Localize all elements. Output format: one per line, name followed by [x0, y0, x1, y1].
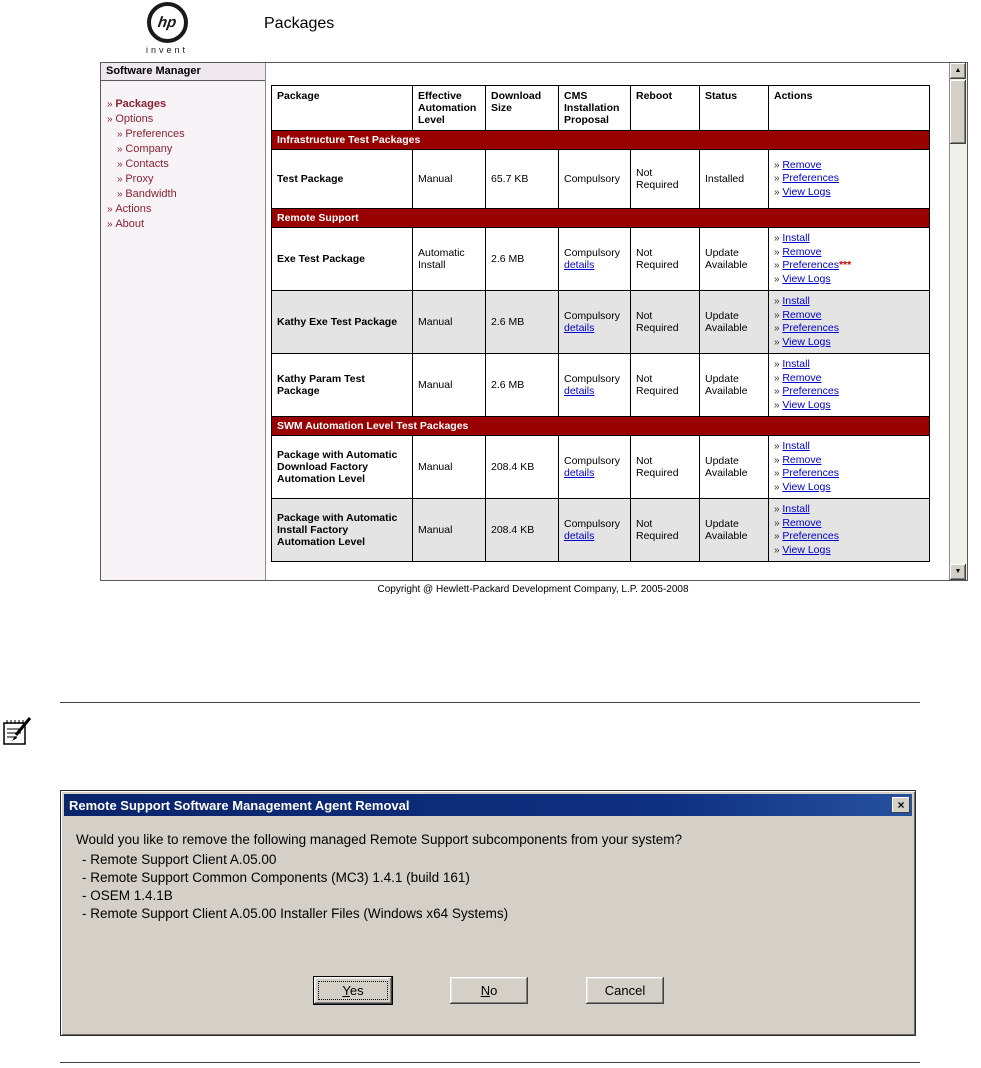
removal-dialog: [60, 790, 916, 1036]
download-size-cell: 65.7 KB: [486, 150, 559, 209]
action-item: [774, 530, 924, 544]
reboot-cell: Not Required: [631, 436, 700, 499]
sidebar-item-options: [107, 112, 265, 127]
note-icon: [2, 716, 34, 755]
component-list-item: - Remote Support Client A.05.00 Installer Files (Windows x64 Systems): [82, 906, 509, 921]
package-row-kathy-param-test-package: [272, 354, 930, 417]
column-header-cms-installation-proposal: CMS Installation Proposal: [559, 86, 631, 131]
cms-proposal-cell: [559, 150, 631, 209]
package-name-cell: Kathy Param Test Package: [272, 354, 413, 417]
download-size-cell: 208.4 KB: [486, 436, 559, 499]
proposal-text: Compulsory: [564, 173, 621, 185]
divider-top: [60, 702, 920, 703]
sidebar-link-proxy[interactable]: Proxy: [125, 173, 154, 185]
action-item: [774, 440, 924, 454]
action-arrow-icon: »: [774, 441, 783, 452]
sidebar-link-contacts[interactable]: Contacts: [125, 158, 169, 170]
section-header-row: [272, 131, 930, 150]
action-arrow-icon: »: [774, 359, 783, 370]
action-arrow-icon: »: [774, 372, 783, 384]
action-item: [774, 399, 924, 413]
action-arrow-icon: »: [774, 517, 783, 529]
action-view-logs-link[interactable]: View Logs: [782, 335, 831, 348]
action-preferences-link[interactable]: Preferences: [782, 467, 839, 479]
nav-arrow-icon: »: [117, 189, 126, 200]
action-item: [774, 481, 924, 495]
action-remove-link[interactable]: Remove: [782, 516, 822, 529]
action-preferences-link[interactable]: Preferences: [782, 530, 839, 542]
action-item: [774, 467, 924, 481]
proposal-text: Compulsory: [564, 518, 621, 530]
section-header-row: [272, 417, 930, 436]
no-button[interactable]: No: [450, 977, 528, 1004]
dialog-message: Would you like to remove the following managed Remote Support subcomponents from your system?: [76, 832, 683, 847]
package-name-cell: Exe Test Package: [272, 228, 413, 291]
proposal-text: Compulsory: [564, 373, 621, 385]
action-preferences-link[interactable]: Preferences: [782, 172, 839, 185]
sidebar-link-bandwidth[interactable]: Bandwidth: [125, 188, 177, 200]
action-item: [774, 385, 924, 399]
column-header-reboot: Reboot: [631, 86, 700, 131]
page-title: Packages: [264, 15, 335, 32]
cancel-button[interactable]: Cancel: [586, 977, 664, 1004]
column-header-package: Package: [272, 86, 413, 131]
action-item: [774, 517, 924, 531]
details-link[interactable]: details: [564, 385, 595, 397]
hp-logo: [138, 2, 196, 55]
automation-level-cell: Manual: [413, 291, 486, 354]
component-list-item: - OSEM 1.4.1B: [82, 888, 173, 903]
action-preferences-link[interactable]: Preferences: [782, 259, 839, 271]
nav-arrow-icon: »: [117, 159, 126, 170]
cms-proposal-cell: [559, 499, 631, 562]
download-size-cell: 2.6 MB: [486, 354, 559, 417]
action-item: [774, 309, 924, 323]
automation-level-cell: Manual: [413, 436, 486, 499]
sidebar-link-about[interactable]: About: [115, 218, 145, 230]
nav-arrow-icon: »: [107, 204, 116, 215]
action-arrow-icon: »: [774, 504, 783, 515]
nav-arrow-icon: »: [107, 99, 116, 110]
status-cell: Update Available: [700, 291, 769, 354]
action-remove-link[interactable]: Remove: [782, 308, 822, 321]
automation-level-cell: Manual: [413, 354, 486, 417]
action-item: [774, 336, 924, 350]
reboot-cell: Not Required: [631, 228, 700, 291]
action-arrow-icon: »: [774, 531, 783, 542]
action-install-link[interactable]: Install: [782, 503, 810, 515]
action-item: [774, 358, 924, 372]
close-icon[interactable]: ×: [892, 797, 910, 813]
scrollbar[interactable]: [949, 63, 967, 580]
package-name-cell: Package with Automatic Download Factory Automation Level: [272, 436, 413, 499]
action-item: [774, 273, 924, 287]
component-list-item: - Remote Support Common Components (MC3) 1.4.1 (build 161): [82, 870, 470, 885]
status-cell: Update Available: [700, 499, 769, 562]
component-list-item: - Remote Support Client A.05.00: [82, 852, 277, 867]
sidebar-link-packages[interactable]: Packages: [115, 98, 167, 110]
action-install-link[interactable]: Install: [782, 440, 810, 452]
nav-arrow-icon: »: [117, 129, 126, 140]
action-arrow-icon: »: [774, 246, 783, 258]
package-name-cell: Test Package: [272, 150, 413, 209]
dialog-titlebar[interactable]: [64, 794, 912, 816]
sidebar-item-actions: [107, 202, 265, 217]
sidebar-nav: [101, 81, 265, 232]
sidebar: [101, 63, 266, 580]
hp-logo-circle: [147, 2, 188, 43]
action-item: [774, 295, 924, 309]
nav-arrow-icon: »: [117, 174, 126, 185]
action-arrow-icon: »: [774, 544, 783, 556]
action-item: [774, 454, 924, 468]
proposal-text: Compulsory: [564, 310, 621, 322]
action-arrow-icon: »: [774, 481, 783, 493]
section-header-row: [272, 209, 930, 228]
section-title: Infrastructure Test Packages: [272, 131, 930, 150]
action-install-link[interactable]: Install: [782, 358, 810, 370]
table-header-row: [272, 86, 930, 131]
action-item: [774, 246, 924, 260]
action-preferences-link[interactable]: Preferences: [782, 322, 839, 334]
details-link[interactable]: details: [564, 467, 595, 479]
actions-cell: [769, 436, 930, 499]
download-size-cell: 2.6 MB: [486, 228, 559, 291]
action-item: [774, 372, 924, 386]
cms-proposal-cell: [559, 228, 631, 291]
action-item: [774, 232, 924, 246]
hp-logo-tagline: invent: [145, 45, 189, 55]
download-size-cell: 2.6 MB: [486, 291, 559, 354]
yes-button[interactable]: Yes: [314, 977, 392, 1004]
action-arrow-icon: »: [774, 386, 783, 397]
component-list: [76, 851, 902, 923]
action-item: [774, 503, 924, 517]
download-size-cell: 208.4 KB: [486, 499, 559, 562]
details-link[interactable]: details: [564, 322, 595, 334]
action-view-logs-link[interactable]: View Logs: [782, 185, 831, 198]
scroll-up-icon[interactable]: ▲: [950, 63, 966, 79]
action-view-logs-link[interactable]: View Logs: [782, 480, 831, 493]
sidebar-link-preferences[interactable]: Preferences: [125, 128, 185, 140]
reboot-cell: Not Required: [631, 354, 700, 417]
action-preferences-link[interactable]: Preferences: [782, 385, 839, 397]
action-install-link[interactable]: Install: [782, 232, 810, 244]
action-arrow-icon: »: [774, 159, 783, 171]
automation-level-cell: Manual: [413, 499, 486, 562]
sidebar-title: Software Manager: [101, 63, 265, 81]
package-row-package-with-automatic-install-factory-automation-level: [272, 499, 930, 562]
sidebar-link-company[interactable]: Company: [125, 143, 173, 155]
sidebar-item-bandwidth: [107, 187, 265, 202]
scrollbar-thumb[interactable]: [950, 80, 966, 144]
section-title: Remote Support: [272, 209, 930, 228]
sidebar-link-actions[interactable]: Actions: [115, 203, 152, 215]
column-header-status: Status: [700, 86, 769, 131]
automation-level-cell: Manual: [413, 150, 486, 209]
action-arrow-icon: »: [774, 173, 783, 185]
action-arrow-icon: »: [774, 454, 783, 466]
actions-cell: [769, 291, 930, 354]
actions-cell: [769, 228, 930, 291]
action-arrow-icon: »: [774, 336, 783, 348]
action-item: [774, 159, 924, 173]
action-item: [774, 172, 924, 186]
action-install-link[interactable]: Install: [782, 295, 810, 307]
action-remove-link[interactable]: Remove: [782, 245, 822, 258]
cms-proposal-cell: [559, 436, 631, 499]
sidebar-item-packages: [107, 97, 265, 112]
status-cell: Installed: [700, 150, 769, 209]
software-manager-frame: [100, 62, 968, 581]
actions-cell: [769, 150, 930, 209]
action-arrow-icon: »: [774, 468, 783, 479]
action-item: [774, 322, 924, 336]
reboot-cell: Not Required: [631, 499, 700, 562]
package-row-package-with-automatic-download-factory-automation-level: [272, 436, 930, 499]
automation-level-cell: Automatic Install: [413, 228, 486, 291]
sidebar-item-contacts: [107, 157, 265, 172]
packages-table: [271, 85, 930, 562]
section-title: SWM Automation Level Test Packages: [272, 417, 930, 436]
scroll-down-icon[interactable]: ▼: [950, 564, 966, 580]
action-arrow-icon: »: [774, 323, 783, 334]
action-arrow-icon: »: [774, 233, 783, 244]
cms-proposal-cell: [559, 354, 631, 417]
status-cell: Update Available: [700, 436, 769, 499]
dialog-body: [64, 816, 912, 1004]
action-item: [774, 186, 924, 200]
status-cell: Update Available: [700, 228, 769, 291]
action-view-logs-link[interactable]: View Logs: [782, 543, 831, 556]
action-view-logs-link[interactable]: View Logs: [782, 272, 831, 285]
packages-content: [266, 63, 950, 580]
column-header-effective-automation-level: Effective Automation Level: [413, 86, 486, 131]
action-view-logs-link[interactable]: View Logs: [782, 398, 831, 411]
nav-arrow-icon: »: [107, 114, 116, 125]
nav-arrow-icon: »: [107, 219, 116, 230]
action-arrow-icon: »: [774, 186, 783, 198]
proposal-text: Compulsory: [564, 247, 621, 259]
action-arrow-icon: »: [774, 273, 783, 285]
nav-arrow-icon: »: [117, 144, 126, 155]
column-header-download-size: Download Size: [486, 86, 559, 131]
dialog-title: Remote Support Software Management Agent Removal: [69, 797, 410, 813]
action-item: [774, 259, 924, 273]
copyright: Copyright @ Hewlett-Packard Development Company, L.P. 2005-2008: [377, 584, 689, 595]
sidebar-item-proxy: [107, 172, 265, 187]
hp-logo-text: hp: [156, 14, 178, 31]
sidebar-item-about: [107, 217, 265, 232]
action-remove-link[interactable]: Remove: [782, 371, 822, 384]
sidebar-item-company: [107, 142, 265, 157]
dialog-buttons: [76, 977, 902, 1004]
action-arrow-icon: »: [774, 260, 783, 271]
package-name-cell: Package with Automatic Install Factory Automation Level: [272, 499, 413, 562]
cms-proposal-cell: [559, 291, 631, 354]
actions-cell: [769, 354, 930, 417]
divider-bottom: [60, 1062, 920, 1063]
details-link[interactable]: details: [564, 530, 595, 542]
sidebar-item-preferences: [107, 127, 265, 142]
action-remove-link[interactable]: Remove: [782, 453, 822, 466]
column-header-actions: Actions: [769, 86, 930, 131]
action-arrow-icon: »: [774, 309, 783, 321]
package-name-cell: Kathy Exe Test Package: [272, 291, 413, 354]
reboot-cell: Not Required: [631, 291, 700, 354]
package-row-exe-test-package: [272, 228, 930, 291]
proposal-text: Compulsory: [564, 455, 621, 467]
action-item: [774, 544, 924, 558]
action-remove-link[interactable]: Remove: [782, 158, 822, 171]
details-link[interactable]: details: [564, 259, 595, 271]
required-marker: ***: [838, 259, 852, 271]
action-arrow-icon: »: [774, 399, 783, 411]
action-arrow-icon: »: [774, 296, 783, 307]
package-row-test-package: [272, 150, 930, 209]
actions-cell: [769, 499, 930, 562]
status-cell: Update Available: [700, 354, 769, 417]
package-row-kathy-exe-test-package: [272, 291, 930, 354]
sidebar-link-options[interactable]: Options: [115, 113, 154, 125]
reboot-cell: Not Required: [631, 150, 700, 209]
